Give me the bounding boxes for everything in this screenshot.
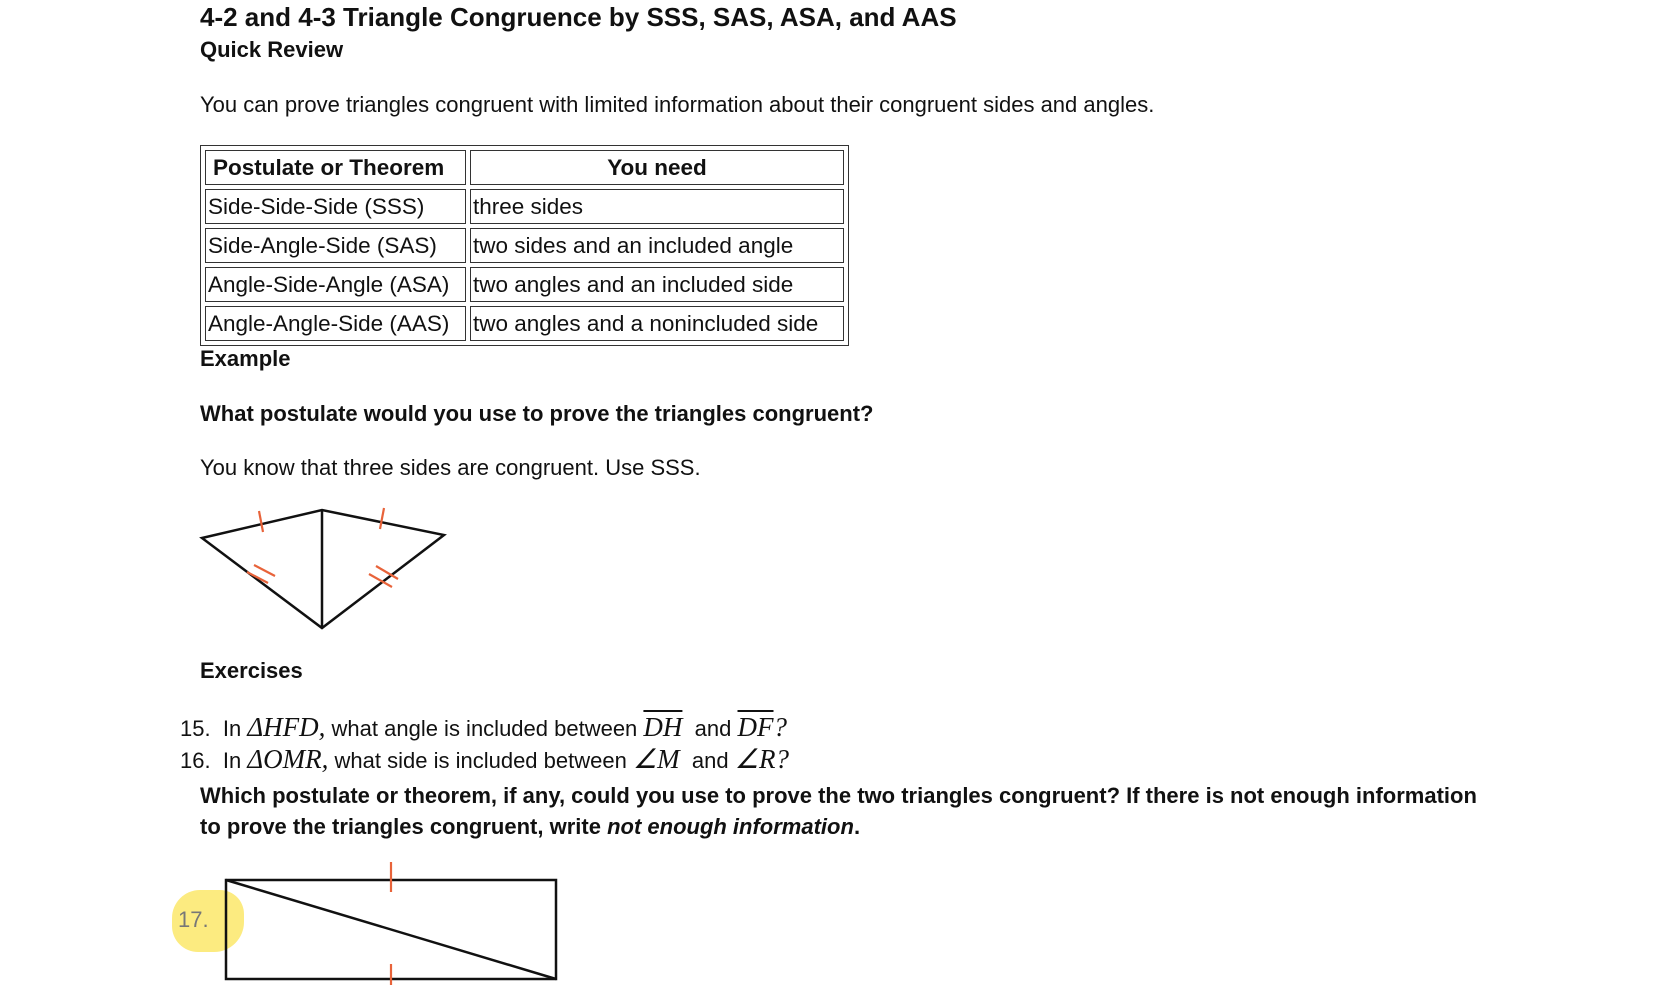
exercise-end: ? <box>775 744 789 774</box>
single-tick-mark <box>380 508 384 529</box>
intro-text: You can prove triangles congruent with limited information about their congruent sides and angles. <box>200 92 1155 117</box>
problem-number-17: 17. <box>178 907 209 932</box>
table-cell: two sides and an included angle <box>470 228 844 263</box>
example-triangles-figure <box>202 510 444 628</box>
double-tick-mark <box>247 572 268 583</box>
table-cell: two angles and a nonincluded side <box>470 306 844 341</box>
example-question: What postulate would you use to prove the triangles congruent? <box>200 401 874 426</box>
example-answer: You know that three sides are congruent. Use SSS. <box>200 455 701 480</box>
exercise-joiner: and <box>694 716 732 741</box>
table-cell: Side-Side-Side (SSS) <box>205 189 466 224</box>
column-header-you-need: You need <box>470 150 844 185</box>
exercise-number: 16. <box>180 748 211 773</box>
example-heading: Example <box>200 346 291 371</box>
single-tick-mark <box>259 511 263 532</box>
triangle-name: ΔHFD, <box>247 712 326 742</box>
page-title: 4-2 and 4-3 Triangle Congruence by SSS, SAS, ASA, and AAS <box>200 2 957 32</box>
table-cell: Angle-Angle-Side (AAS) <box>205 306 466 341</box>
exercise-text: what angle is included between <box>331 716 638 741</box>
section-subtitle: Quick Review <box>200 37 344 62</box>
exercise-lead: In <box>222 748 242 773</box>
table-cell: Angle-Side-Angle (ASA) <box>205 267 466 302</box>
triangle-name: ΔOMR, <box>247 744 329 774</box>
column-header-postulate: Postulate or Theorem <box>205 150 466 185</box>
angle-m: ∠M <box>632 744 680 774</box>
table-cell: two angles and an included side <box>470 267 844 302</box>
exercise-end: ? <box>773 712 787 742</box>
instruction-text: Which postulate or theorem, if any, could you use to prove the two triangles congruent? If there is not enough information to prove the triangles congruent, write <box>200 783 1477 839</box>
instruction-end: . <box>853 814 861 839</box>
segment-dh: $\overline{DH}$ <box>643 712 683 742</box>
segment-df: $\overline{DF}$ <box>737 712 774 742</box>
table-cell: three sides <box>470 189 844 224</box>
exercise-lead: In <box>222 716 242 741</box>
exercise-number: 15. <box>180 716 211 741</box>
angle-r: ∠R <box>734 744 776 774</box>
exercise-text: what side is included between <box>334 748 627 773</box>
double-tick-mark <box>254 565 275 576</box>
table-cell: Side-Angle-Side (SAS) <box>205 228 466 263</box>
exercises-heading: Exercises <box>200 658 303 683</box>
instruction-emphasis: not enough information <box>607 814 854 839</box>
exercise-joiner: and <box>691 748 729 773</box>
